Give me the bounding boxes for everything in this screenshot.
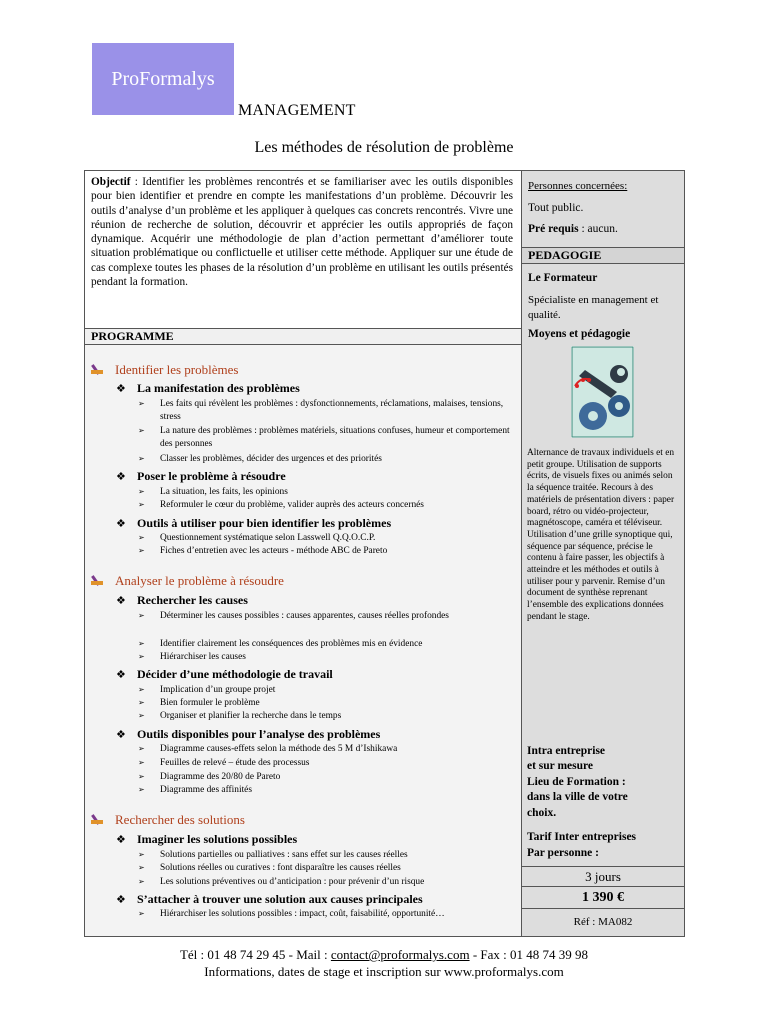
subsection-heading [116,593,248,608]
list-item [138,908,516,921]
arrow-bullet-icon: ➢ [138,652,145,661]
subsection-title: Rechercher les causes [137,593,248,607]
list-item-text: Diagramme des affinités [160,785,252,795]
brand-subtitle: MANAGEMENT [238,102,356,119]
list-item [138,398,516,423]
list-item [138,784,516,797]
section-title: Analyser le problème à résoudre [115,573,284,588]
column-divider [521,170,522,937]
arrow-bullet-icon: ➢ [138,758,145,767]
tarif-line-1: Tarif Inter entreprises [527,831,637,843]
diamond-bullet-icon: ❖ [116,595,126,607]
logo-text: ProFormalys [111,67,215,90]
list-item [138,849,516,862]
list-item-text: Les faits qui révèlent les problèmes : dysfonctionnements, réclamations, malaises, tensions, stress [160,399,504,422]
subsection-heading [116,381,300,396]
list-item [138,697,516,710]
arrow-bullet-icon: ➢ [138,877,145,886]
list-item-text: La nature des problèmes : problèmes matériels, situations confuses, humeur et comportement des personnes [160,426,510,449]
email-link[interactable]: contact@proformalys.com [330,947,470,962]
list-item-text: Questionnement systématique selon Lasswell Q.Q.O.C.P. [160,533,376,543]
subsection-heading [116,832,297,847]
arrow-bullet-icon: ➢ [138,744,145,753]
list-item-text: Implication d’un groupe projet [160,685,276,695]
subsection-title: Poser le problème à résoudre [137,469,286,483]
pedagogie-heading: PEDAGOGIE [522,247,684,264]
programme-heading: PROGRAMME [85,328,521,345]
wrench-gears-illustration [571,346,634,438]
prerequis-value: : aucun. [578,223,618,235]
personnes-value: Tout public. [528,202,584,214]
arrow-bullet-icon: ➢ [138,711,145,720]
list-item [138,486,516,499]
intra-line-1: Intra entreprise [527,745,606,757]
footer-contact-line [0,947,768,963]
subsection-heading [116,469,286,484]
arrow-bullet-icon: ➢ [138,909,145,918]
reference-code: Réf : MA082 [522,908,684,936]
subsection-title: S’attacher à trouver une solution aux causes principales [137,892,423,906]
list-item-text: Reformuler le cœur du problème, valider auprès des acteurs concernés [160,500,424,510]
lieu-line-2: dans la ville de votre [527,791,628,803]
list-item-text: Hiérarchiser les solutions possibles : impact, coût, faisabilité, opportunité… [160,909,445,919]
list-item-text: La situation, les faits, les opinions [160,487,288,497]
moyens-label: Moyens et pédagogie [528,328,631,340]
list-item [138,532,516,545]
list-item-text: Diagramme des 20/80 de Pareto [160,772,281,782]
list-item-text: Diagramme causes-effets selon la méthode des 5 M d’Ishikawa [160,744,398,754]
footer-tel: Tél : 01 48 74 29 45 - Mail : [179,947,331,962]
objectif-paragraph [91,175,513,289]
pushpin-icon [91,575,107,587]
arrow-bullet-icon: ➢ [138,772,145,781]
list-item-text: Identifier clairement les conséquences des problèmes mis en évidence [160,639,423,649]
page-title: Les méthodes de résolution de problème [254,139,514,156]
list-item [138,743,516,756]
personnes-label: Personnes concernées: [528,180,628,192]
duration-value: 3 jours [522,866,684,886]
list-item [138,757,516,770]
list-item [138,862,516,875]
list-item-text: Classer les problèmes, décider des urgences et des priorités [160,454,382,464]
list-item-text: Solutions partielles ou palliatives : sans effet sur les causes réelles [160,850,408,860]
diamond-bullet-icon: ❖ [116,518,126,530]
arrow-bullet-icon: ➢ [138,611,145,620]
lieu-line-1: Lieu de Formation : [527,776,626,788]
list-item [138,610,516,623]
objectif-text: : Identifier les problèmes rencontrés et se familiariser avec les outils disponibles pour bien identifier et prendre en compte les manifestations d’un problème. Découvrir les outils d’analyse d’un problème et les appliquer à quelques cas concrets rencontrés. Vivre une réunion de recherche de solution, découvrir et apprécier les outils appropriés de façon dynamique. Acquérir une méthodologie de plan d’action permettant d’améliorer toute situation problématique ou conflictuelle et utiliser cette méthode. Appliquer sur une étude de cas complexe toutes les phases de la résolution d’un problème en utilisant les outils présentés pendant la formation. [91,176,513,289]
list-item [138,771,516,784]
footer-info-line: Informations, dates de stage et inscription sur www.proformalys.com [204,964,564,979]
subsection-title: Décider d’une méthodologie de travail [137,667,333,681]
arrow-bullet-icon: ➢ [138,533,145,542]
intra-line-2: et sur mesure [527,760,594,772]
subsection-title: Imaginer les solutions possibles [137,832,298,846]
list-item [138,651,516,664]
arrow-bullet-icon: ➢ [138,785,145,794]
diamond-bullet-icon: ❖ [116,894,126,906]
pushpin-icon [91,364,107,376]
subsection-heading [116,727,380,742]
prerequis-label: Pré requis [528,223,579,235]
list-item [138,684,516,697]
arrow-bullet-icon: ➢ [138,863,145,872]
diamond-bullet-icon: ❖ [116,834,126,846]
formateur-value: Spécialiste en management et qualité. [528,294,659,321]
list-item-text: Organiser et planifier la recherche dans le temps [160,711,342,721]
list-item [138,638,516,651]
arrow-bullet-icon: ➢ [138,487,145,496]
list-item-text: Feuilles de relevé – étude des processus [160,758,310,768]
subsection-title: La manifestation des problèmes [137,381,300,395]
formateur-label: Le Formateur [528,272,598,284]
arrow-bullet-icon: ➢ [138,850,145,859]
list-item-text: Bien formuler le problème [160,698,260,708]
subsection-heading [116,667,333,682]
moyens-text: Alternance de travaux individuels et en petit groupe. Utilisation de supports écrits, de visuels fixes ou animés selon la séquence traitée. Recours à des matériels de présentation divers : paper board, rétro ou vidéo-projecteur, magnétoscope, caméra et téléviseur. Utilisation d’une grille synoptique qui, séquence par séquence, précise le contenu à faire passer, les objectifs à atteindre et les méthodes et outils à utiliser pour y parvenir. Remise d’un document de synthèse reprenant l’ensemble des explications données pendant le stage. [527,448,675,622]
section-heading [91,362,238,378]
section-heading [91,812,245,828]
list-item [138,710,516,723]
price-value: 1 390 € [522,886,684,908]
subsection-heading [116,892,423,907]
list-item [138,425,516,450]
subsection-heading [116,516,391,531]
arrow-bullet-icon: ➢ [138,454,145,463]
arrow-bullet-icon: ➢ [138,685,145,694]
diamond-bullet-icon: ❖ [116,471,126,483]
list-item [138,499,516,512]
subsection-title: Outils à utiliser pour bien identifier les problèmes [137,516,392,530]
list-item-text: Déterminer les causes possibles : causes apparentes, causes réelles profondes [160,611,449,621]
section-title: Identifier les problèmes [115,362,239,377]
subsection-title: Outils disponibles pour l’analyse des problèmes [137,727,381,741]
arrow-bullet-icon: ➢ [138,698,145,707]
pushpin-icon [91,814,107,826]
section-heading [91,573,284,589]
arrow-bullet-icon: ➢ [138,426,145,435]
prerequis-line [528,223,618,235]
diamond-bullet-icon: ❖ [116,669,126,681]
list-item-text: Fiches d’entretien avec les acteurs - méthode ABC de Pareto [160,546,388,556]
arrow-bullet-icon: ➢ [138,546,145,555]
section-title: Rechercher des solutions [115,812,245,827]
arrow-bullet-icon: ➢ [138,399,145,408]
diamond-bullet-icon: ❖ [116,383,126,395]
list-item-text: Hiérarchiser les causes [160,652,246,662]
brand-logo [92,43,234,115]
footer-fax: - Fax : 01 48 74 39 98 [469,947,589,962]
list-item [138,876,516,889]
diamond-bullet-icon: ❖ [116,729,126,741]
list-item-text: Les solutions préventives ou d’anticipation : pour prévenir d’un risque [160,877,425,887]
arrow-bullet-icon: ➢ [138,639,145,648]
lieu-line-3: choix. [527,807,557,819]
list-item [138,453,516,466]
tarif-line-2: Par personne : [527,847,599,859]
list-item [138,545,516,558]
objectif-label: Objectif [91,176,131,188]
arrow-bullet-icon: ➢ [138,500,145,509]
list-item-text: Solutions réelles ou curatives : font disparaître les causes réelles [160,863,401,873]
